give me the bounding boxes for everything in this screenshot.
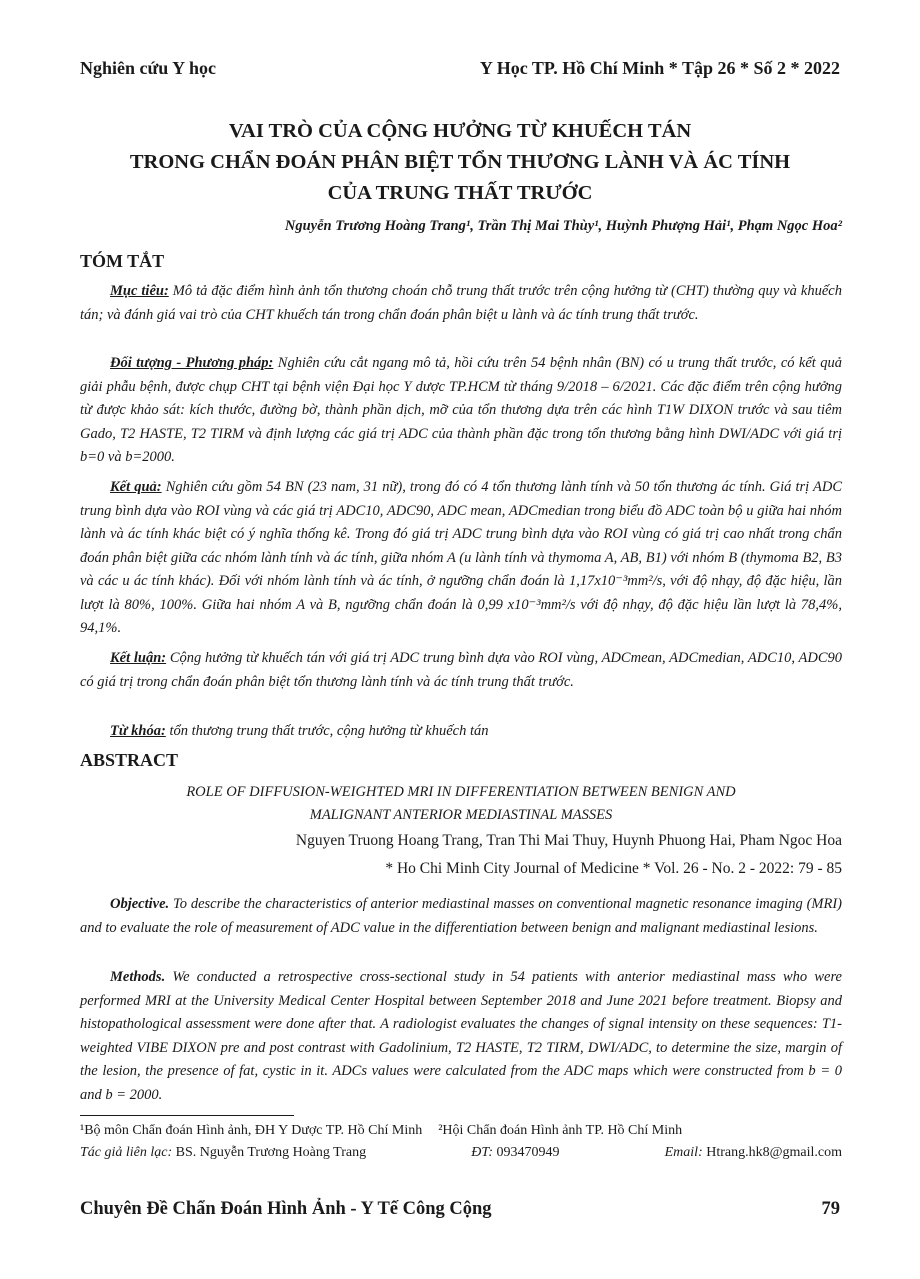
abstract-objective-label: Objective. (110, 896, 170, 912)
contact-phone (471, 1145, 559, 1161)
title-line-2: TRONG CHẨN ĐOÁN PHÂN BIỆT TỔN THƯƠNG LÀNH VÀ ÁC TÍNH (129, 151, 791, 173)
methods-label: Đối tượng - Phương pháp: (110, 355, 274, 371)
contact-author (80, 1145, 366, 1161)
tomtat-results (80, 476, 842, 641)
abstract-methods (80, 966, 842, 1107)
authors-vi: Nguyễn Trương Hoàng Trang¹, Trần Thị Mai Thùy¹, Huỳnh Phượng Hải¹, Phạm Ngọc Hoa² (284, 218, 842, 234)
footnote-divider (80, 1115, 294, 1116)
affiliation-1: ¹Bộ môn Chẩn đoán Hình ảnh, ĐH Y Dược TP. Hồ Chí Minh (80, 1123, 423, 1138)
objective-text: Mô tả đặc điểm hình ảnh tổn thương choán chỗ trung thất trước trên cộng hưởng từ (CHT) thường quy và khuếch tán; và đánh giá vai trò của CHT khuếch tán trong chẩn đoán phân biệt u lành và ác tính trung thất trước. (80, 283, 842, 323)
contact-email[interactable] (665, 1145, 842, 1161)
abstract-authors: Nguyen Truong Hoang Trang, Tran Thi Mai Thuy, Huynh Phuong Hai, Pham Ngoc Hoa (295, 832, 842, 849)
phone-label: ĐT: (471, 1145, 493, 1160)
keywords-text: tổn thương trung thất trước, cộng hưởng từ khuếch tán (165, 723, 489, 739)
conclusion-text: Cộng hưởng từ khuếch tán với giá trị ADC trung bình dựa vào ROI vùng, ADCmean, ADCmedian, ADC10, ADC90 có giá trị trong chẩn đoán phân biệt tổn thương lành tính và ác tính trung thất trước. (80, 650, 842, 690)
footer-topic: Chuyên Đề Chẩn Đoán Hình Ảnh - Y Tế Công Cộng (80, 1199, 492, 1219)
abstract-methods-label: Methods. (110, 969, 166, 985)
abstract-title-line-2: MALIGNANT ANTERIOR MEDIASTINAL MASSES (309, 807, 613, 823)
abstract-title (80, 781, 842, 827)
abstract-heading: ABSTRACT (80, 750, 179, 770)
abstract-methods-text: We conducted a retrospective cross-sectional study in 54 patients with anterior mediastinal mass who were performed MRI at the University Medical Center Hospital between September 2018 and June 2021 before treatment. Biopsy and histopathological assessment were done after that. A radiologist evaluates the changes of signal intensity on these sequences: T1- weighted VIBE DIXON pre and post contrast with Gadolinium, T2 HASTE, T2 TIRM, DWI/ADC, to determine the size, margin of the lesion, the presence of fat, cystic in it. ADCs values were calculated from the ADC maps which were constructed from b = 0 and b = 2000. (80, 969, 842, 1103)
contact-name: BS. Nguyễn Trương Hoàng Trang (172, 1145, 367, 1160)
footnote-contact (80, 1145, 842, 1161)
affiliation-2: ²Hội Chẩn đoán Hình ảnh TP. Hồ Chí Minh (438, 1123, 683, 1138)
tomtat-methods (80, 352, 842, 470)
header-section: Nghiên cứu Y học (80, 58, 216, 78)
phone-number: 093470949 (493, 1145, 560, 1160)
email-label: Email: (664, 1145, 703, 1160)
tomtat-objective (80, 280, 842, 327)
methods-text: Nghiên cứu cắt ngang mô tả, hồi cứu trên 54 bệnh nhân (BN) có u trung thất trước, có kết quả giải phẫu bệnh, được chụp CHT tại bệnh viện Đại học Y dược TP.HCM từ tháng 9/2018 – 6/2021. Các đặc điểm trên cộng hưởng từ được khảo sát: kích thước, đường bờ, thành phần dịch, mỡ của tổn thương dựa trên các hình T1W DIXON trước và sau tiêm Gado, T2 HASTE, T2 TIRM và định lượng các giá trị ADC của thành phần đặc trong tổn thương bằng hình DWI/ADC với giá trị b=0 và b=2000. (80, 355, 842, 465)
abstract-objective (80, 893, 842, 940)
results-text: Nghiên cứu gồm 54 BN (23 nam, 31 nữ), trong đó có 4 tổn thương lành tính và 50 tổn thương ác tính. Giá trị ADC trung bình dựa vào ROI vùng và các giá trị ADC10, ADC90, ADC mean, ADCmedian trong biểu đồ ADC toàn bộ u giữa hai nhóm lành và ác tính khác biệt có ý nghĩa thống kê. Trong đó giá trị ADC trung bình dựa vào ROI vùng có giá trị cao nhất trong chẩn đoán phân biệt giữa các nhóm lành tính và ác tính, giữa nhóm A (u lành tính và thymoma A, AB, B1) với nhóm B (thymoma B2, B3 và các u ác tính khác). Đối với nhóm lành tính và ác tính, ở ngưỡng chẩn đoán là 1,17x10⁻³mm²/s, với độ nhạy, độ đặc hiệu, lần lượt là 80%, 100%. Giữa hai nhóm A và B, ngưỡng chẩn đoán là 0,99 x10⁻³mm²/s với độ nhạy, độ đặc hiệu lần lượt là 78,4%, 94,1%. (80, 479, 842, 636)
running-header (80, 58, 840, 79)
tomtat-heading: TÓM TẮT (80, 251, 165, 271)
keywords-label: Từ khóa: (110, 723, 166, 739)
conclusion-label: Kết luận: (110, 650, 167, 666)
footnote-affiliations (80, 1123, 842, 1139)
page-number: 79 (821, 1199, 840, 1219)
email-address[interactable]: Htrang.hk8@gmail.com (702, 1145, 842, 1160)
running-footer (80, 1199, 840, 1220)
abstract-objective-text: To describe the characteristics of anterior mediastinal masses on conventional magnetic resonance imaging (MRI) and to evaluate the role of measurement of ADC value in the differentiation between benign and malignant mediastinal lesions. (80, 896, 842, 936)
header-journal: Y Học TP. Hồ Chí Minh * Tập 26 * Số 2 * 2022 (479, 58, 840, 78)
objective-label: Mục tiêu: (110, 283, 169, 299)
contact-label: Tác giả liên lạc: (80, 1145, 173, 1160)
tomtat-conclusion (80, 647, 842, 694)
title-line-3: CỦA TRUNG THẤT TRƯỚC (327, 182, 593, 204)
tomtat-keywords (80, 720, 842, 744)
results-label: Kết quả: (110, 479, 162, 495)
article-title (80, 116, 840, 209)
abstract-title-line-1: ROLE OF DIFFUSION-WEIGHTED MRI IN DIFFERENTIATION BETWEEN BENIGN AND (186, 784, 736, 800)
abstract-journal-citation: * Ho Chi Minh City Journal of Medicine * Vol. 26 - No. 2 - 2022: 79 - 85 (385, 860, 842, 877)
title-line-1: VAI TRÒ CỦA CỘNG HƯỞNG TỪ KHUẾCH TÁN (228, 120, 692, 142)
